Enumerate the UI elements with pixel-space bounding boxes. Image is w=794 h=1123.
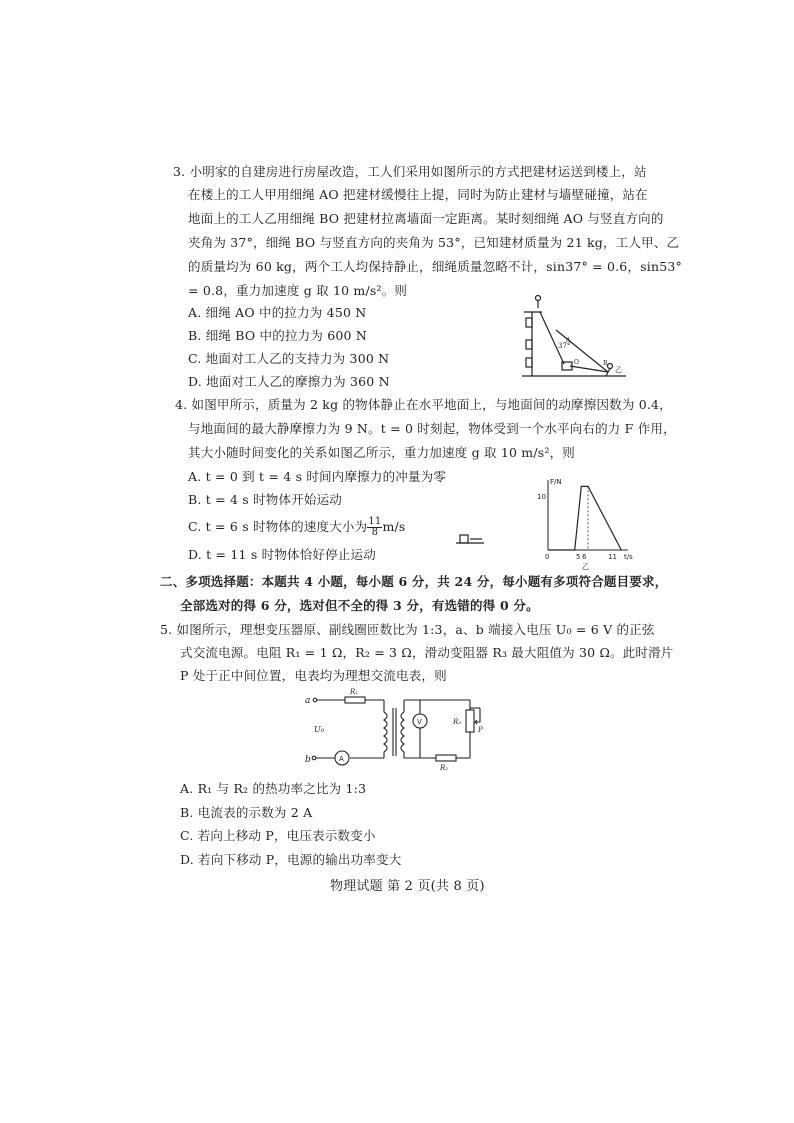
q4-option-d: D. t = 11 s 时物体恰好停止运动 <box>188 547 376 562</box>
q3-line-6: = 0.8，重力加速度 g 取 10 m/s²。则 <box>188 283 408 298</box>
q5-circuit-diagram <box>300 688 500 774</box>
q5-line-3: P 处于正中间位置，电表均为理想交流电表，则 <box>180 668 447 683</box>
slider-p-label: P <box>478 726 483 734</box>
voltmeter-label: V <box>417 718 422 726</box>
q4-fraction <box>367 517 382 538</box>
q3-point-a: A <box>566 337 571 344</box>
q4-line-2: 与地面间的最大静摩擦力为 9 N。t = 0 时刻起，物体受到一个水平向右的力 F 作用， <box>188 421 676 436</box>
q3-building-figure <box>518 290 628 385</box>
q5-option-d: D. 若向下移动 P，电源的输出功率变大 <box>180 852 402 867</box>
chart-x-tick-11: 11 <box>608 553 617 561</box>
chart-x-label: t/s <box>624 553 633 561</box>
q5-line-2: 式交流电源。电阻 R₁ = 1 Ω，R₂ = 3 Ω，滑动变阻器 R₃ 最大阻值为 30 Ω。此时滑片 <box>180 645 674 660</box>
section-2-title: 二、多项选择题：本题共 4 小题，每小题 6 分，共 24 分，每小题有多项符合题目要求， <box>160 574 668 589</box>
q3-option-d: D. 地面对工人乙的摩擦力为 360 N <box>188 374 390 389</box>
q3-line-2: 在楼上的工人甲用细绳 AO 把建材缓慢往上提，同时为防止建材与墙壁碰撞，站在 <box>188 187 648 202</box>
chart-x-tick-0: 0 <box>545 553 550 561</box>
q3-line-3: 地面上的工人乙用细绳 BO 把建材拉离墙面一定距离。某时刻细绳 AO 与竖直方向的 <box>188 211 664 226</box>
q4-option-c-unit: m/s <box>382 519 406 534</box>
chart-y-label: F/N <box>550 478 562 486</box>
q4-option-c-text: C. t = 6 s 时物体的速度大小为 <box>188 519 368 534</box>
r3-label: R₃ <box>453 718 462 726</box>
r2-label: R₂ <box>440 764 449 772</box>
terminal-b-label: b <box>305 755 311 765</box>
q3-point-o: O <box>574 359 579 366</box>
q3-point-b: B <box>603 360 608 367</box>
r3-rheostat <box>466 710 474 732</box>
q4-line-3: 其大小随时间变化的关系如图乙所示，重力加速度 g 取 10 m/s²，则 <box>188 445 575 460</box>
chart-x-tick-5: 5 <box>576 553 581 561</box>
chart-series-line <box>548 486 621 550</box>
q4-force-chart <box>536 474 636 571</box>
chart-y-tick-10: 10 <box>537 493 546 501</box>
q4-line-1: 4. 如图甲所示，质量为 2 kg 的物体静止在水平地面上，与地面间的动摩擦因数为 0.4， <box>175 397 672 412</box>
q4-fraction-num: 11 <box>368 516 382 527</box>
q3-worker-label: 乙 <box>615 366 622 374</box>
q3-angle-label: 37° <box>558 342 571 350</box>
ammeter-label: A <box>339 755 344 763</box>
q4-option-c <box>188 517 406 538</box>
q3-line-4: 夹角为 37°，细绳 BO 与竖直方向的夹角为 53°，已知建材质量为 21 kg，工人甲、乙 <box>188 235 680 250</box>
q4-fraction-den: 8 <box>371 527 379 538</box>
q5-option-b: B. 电流表的示数为 2 A <box>180 805 313 820</box>
q5-option-a: A. R₁ 与 R₂ 的热功率之比为 1:3 <box>180 781 367 796</box>
q5-option-c: C. 若向上移动 P，电压表示数变小 <box>180 828 376 843</box>
chart-caption: 乙 <box>582 563 589 571</box>
q4-option-b: B. t = 4 s 时物体开始运动 <box>188 492 342 507</box>
q4-option-a: A. t = 0 到 t = 4 s 时间内摩擦力的冲量为零 <box>188 469 447 484</box>
q4-block-figure <box>456 532 486 548</box>
r2-resistor <box>436 755 456 761</box>
q3-option-c: C. 地面对工人乙的支持力为 300 N <box>188 351 390 366</box>
section-2-rules: 全部选对的得 6 分，选对但不全的得 3 分，有选错的得 0 分。 <box>180 598 539 613</box>
r1-label: R₁ <box>350 688 359 696</box>
terminal-a-label: a <box>305 696 311 706</box>
page-footer: 物理试题 第 2 页(共 8 页) <box>330 879 485 894</box>
q3-option-a: A. 细绳 AO 中的拉力为 450 N <box>188 305 367 320</box>
q5-line-1: 5. 如图所示，理想变压器原、副线圈匝数比为 1:3，a、b 端接入电压 U₀ = 6 V 的正弦 <box>160 622 655 637</box>
u0-label: U₀ <box>314 725 324 734</box>
q3-line-5: 的质量均为 60 kg，两个工人均保持静止，细绳质量忽略不计，sin37° = 0.6，sin53° <box>188 259 682 274</box>
q3-option-b: B. 细绳 BO 中的拉力为 600 N <box>188 328 367 343</box>
chart-x-tick-6: 6 <box>582 553 587 561</box>
r1-resistor <box>345 697 365 703</box>
q3-line-1: 3. 小明家的自建房进行房屋改造，工人们采用如图所示的方式把建材运送到楼上，站 <box>173 164 647 179</box>
